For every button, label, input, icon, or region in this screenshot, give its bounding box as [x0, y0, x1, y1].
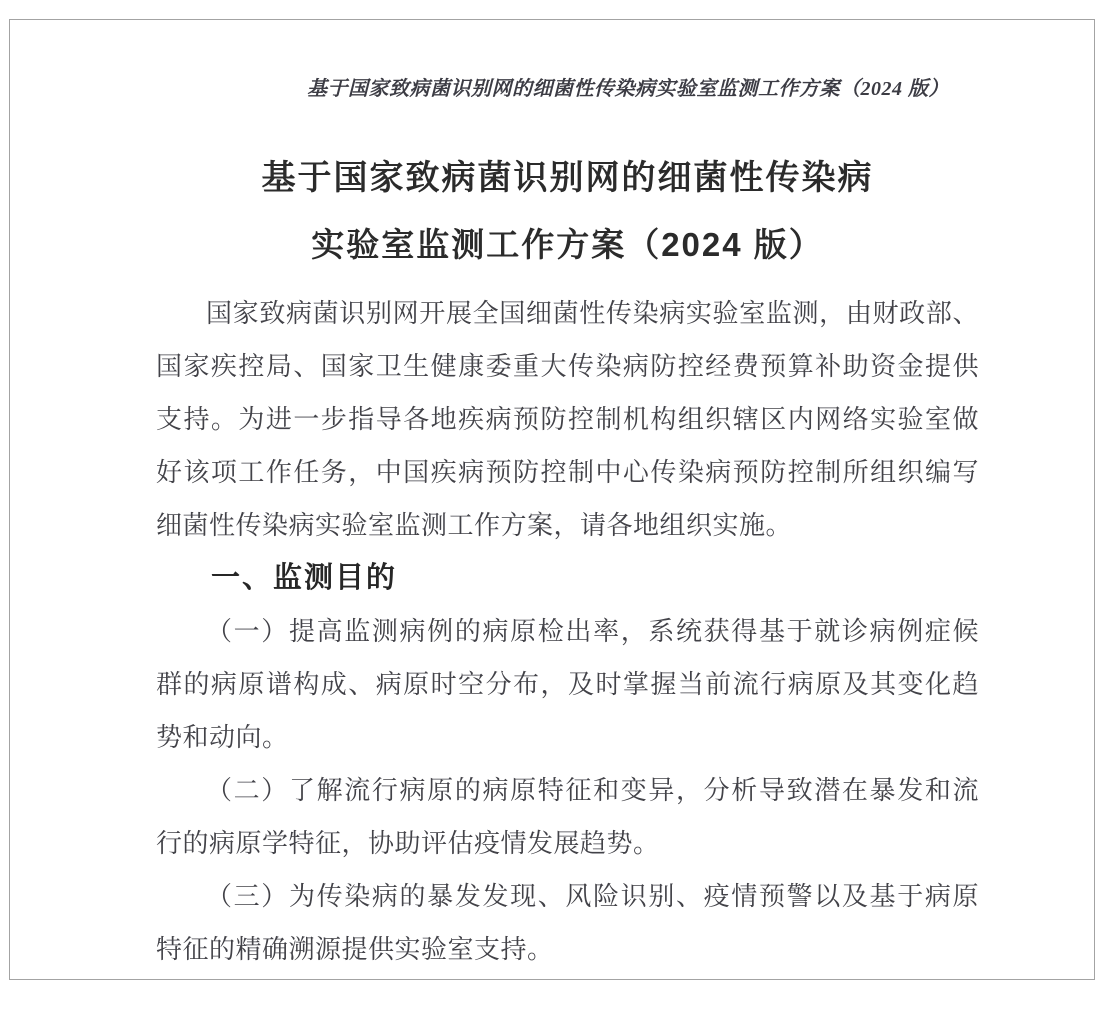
body-text-line: 特征的精确溯源提供实验室支持。 [156, 935, 554, 964]
body-text-line: 群的病原谱构成、病原时空分布，及时掌握当前流行病原及其变化趋 [156, 670, 979, 699]
body-text-line: （一）提高监测病例的病原检出率，系统获得基于就诊病例症候 [206, 617, 979, 646]
body-text-line: （三）为传染病的暴发发现、风险识别、疫情预警以及基于病原 [206, 882, 979, 911]
document-body [156, 287, 979, 976]
body-text-line: （二）了解流行病原的病原特征和变异，分析导致潜在暴发和流 [206, 776, 979, 805]
body-text-line: 细菌性传染病实验室监测工作方案，请各地组织实施。 [156, 511, 793, 540]
body-text-line: 国家疾控局、国家卫生健康委重大传染病防控经费预算补助资金提供 [156, 352, 979, 381]
body-text-line: 好该项工作任务，中国疾病预防控制中心传染病预防控制所组织编写 [156, 458, 979, 487]
document-title-line2: 实验室监测工作方案（2024 版） [311, 226, 824, 263]
document-title-line1: 基于国家致病菌识别网的细菌性传染病 [261, 159, 874, 197]
body-text-line: 支持。为进一步指导各地疾病预防控制机构组织辖区内网络实验室做 [156, 405, 979, 434]
document-frame [9, 19, 1095, 980]
section-heading: 一、监测目的 [211, 562, 398, 594]
page-header-note: 基于国家致病菌识别网的细菌性传染病实验室监测工作方案（2024 版） [307, 78, 949, 100]
body-text-line: 行的病原学特征，协助评估疫情发展趋势。 [156, 829, 660, 858]
body-text-line: 势和动向。 [156, 723, 289, 752]
body-text-line: 国家致病菌识别网开展全国细菌性传染病实验室监测，由财政部、 [206, 299, 979, 328]
